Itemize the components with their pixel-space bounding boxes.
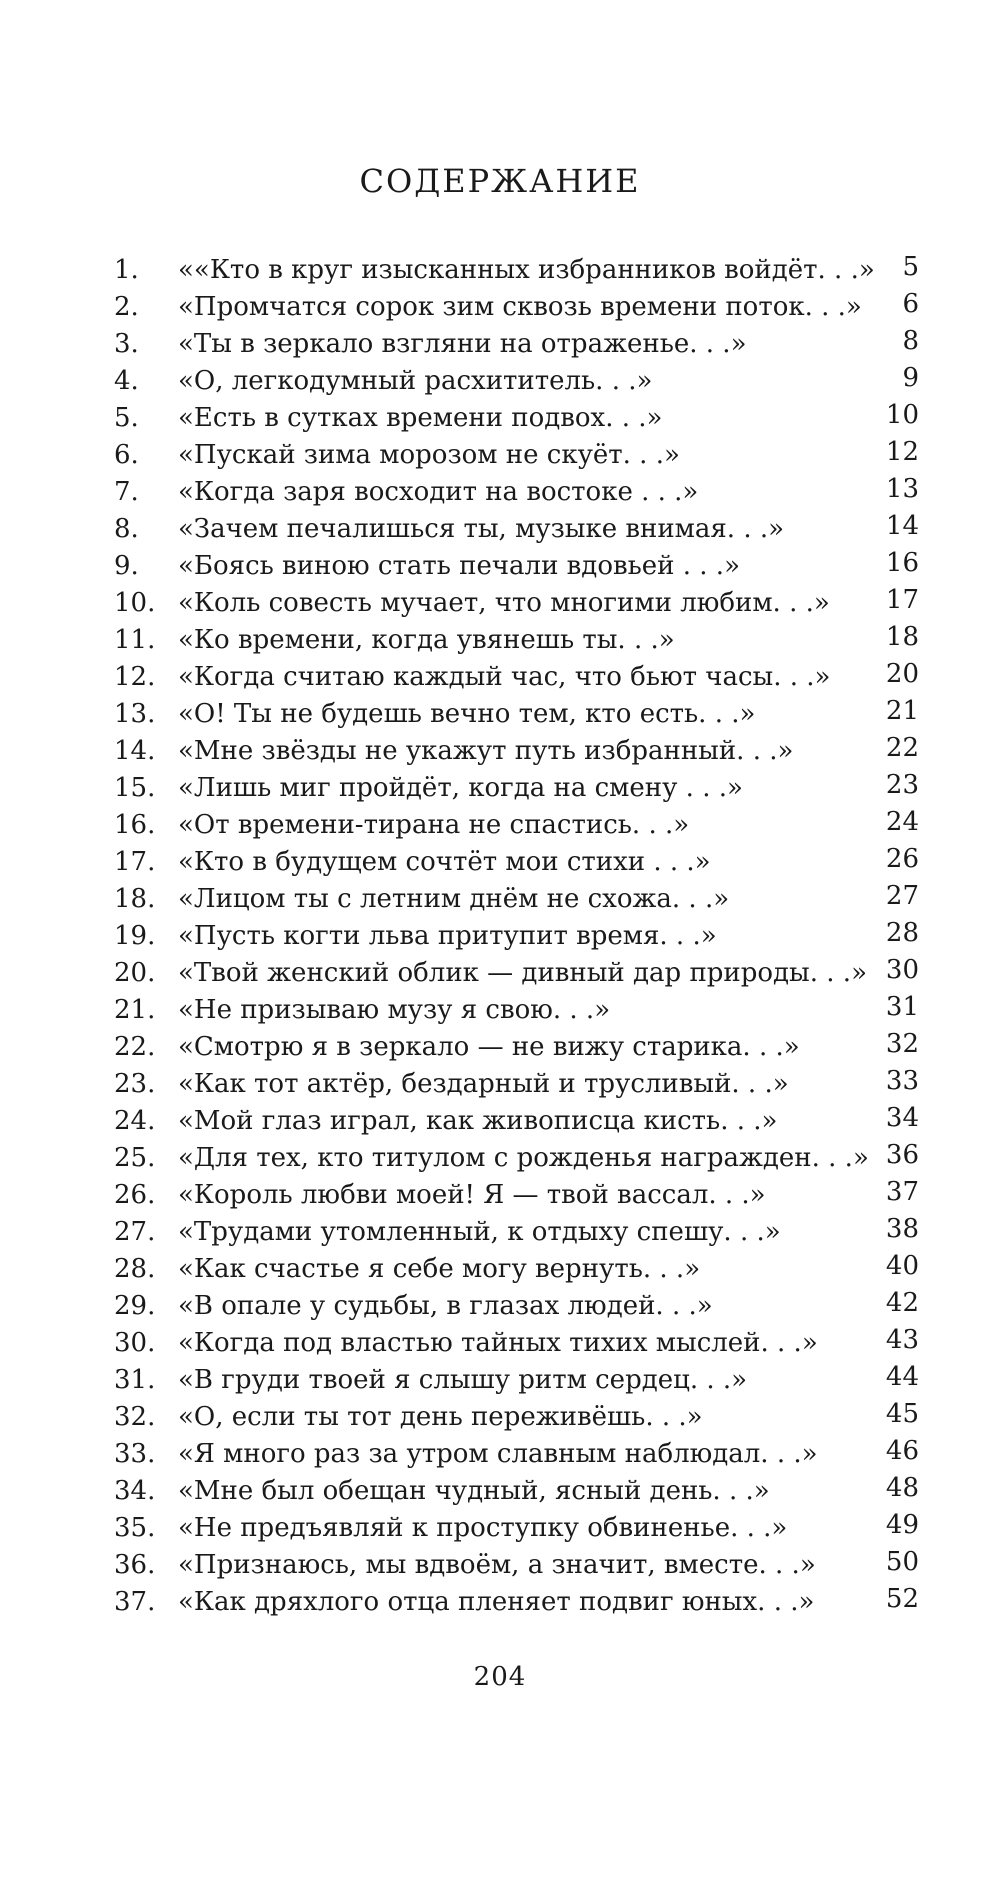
toc-entry-title: «Твой женский облик — дивный дар природы. . .» bbox=[178, 958, 867, 988]
toc-entry bbox=[0, 733, 1000, 770]
toc-entry-title: «От времени-тирана не спастись. . .» bbox=[178, 810, 690, 840]
toc-entry-page: 33 bbox=[885, 1066, 919, 1096]
toc-entry-title: «Лицом ты с летним днём не схожа. . .» bbox=[178, 884, 730, 914]
toc-entry-page: 44 bbox=[885, 1362, 919, 1392]
toc-entry bbox=[0, 585, 1000, 622]
toc-entry-title: «Для тех, кто титулом с рожденья награжден. . .» bbox=[178, 1143, 869, 1173]
toc-entry-title: «Есть в сутках времени подвох. . .» bbox=[178, 403, 663, 433]
toc-entry-page: 14 bbox=[885, 511, 919, 541]
toc-entry-number: 2. bbox=[114, 292, 139, 322]
toc-entry bbox=[0, 474, 1000, 511]
toc-entry bbox=[0, 1436, 1000, 1473]
toc-entry-number: 7. bbox=[114, 477, 139, 507]
toc-entry-page: 45 bbox=[885, 1399, 919, 1429]
toc-entry bbox=[0, 844, 1000, 881]
toc-entry-title: «Ты в зеркало взгляни на отраженье. . .» bbox=[178, 329, 747, 359]
toc-entry-number: 15. bbox=[114, 773, 156, 803]
toc-entry-number: 13. bbox=[114, 699, 156, 729]
toc-entry-title: «В груди твоей я слышу ритм сердец. . .» bbox=[178, 1365, 748, 1395]
toc-entry-title: «Мне звёзды не укажут путь избранный. . .» bbox=[178, 736, 794, 766]
toc-entry-page: 9 bbox=[902, 363, 919, 393]
toc-entry-title: «Ко времени, когда увянешь ты. . .» bbox=[178, 625, 675, 655]
toc-entry-title: «Трудами утомленный, к отдыху спешу. . .» bbox=[178, 1217, 781, 1247]
toc-entry-page: 16 bbox=[885, 548, 919, 578]
toc-entry-page: 40 bbox=[885, 1251, 919, 1281]
toc-entry-title: «Как тот актёр, бездарный и трусливый. . .» bbox=[178, 1069, 789, 1099]
toc-entry bbox=[0, 1140, 1000, 1177]
toc-entry bbox=[0, 918, 1000, 955]
toc-entry bbox=[0, 1251, 1000, 1288]
toc-entry-page: 10 bbox=[885, 400, 919, 430]
toc-entry bbox=[0, 1029, 1000, 1066]
toc-entry-title: «Не призываю музу я свою. . .» bbox=[178, 995, 611, 1025]
toc-entry bbox=[0, 1362, 1000, 1399]
toc-entry-page: 23 bbox=[885, 770, 919, 800]
toc-entry bbox=[0, 1399, 1000, 1436]
toc-entry-number: 8. bbox=[114, 514, 139, 544]
toc-entry-number: 17. bbox=[114, 847, 156, 877]
toc-entry bbox=[0, 1547, 1000, 1584]
toc-entry bbox=[0, 1066, 1000, 1103]
toc-entry-page: 26 bbox=[885, 844, 919, 874]
toc-entry-page: 18 bbox=[885, 622, 919, 652]
toc-entry bbox=[0, 1177, 1000, 1214]
toc-entry-number: 9. bbox=[114, 551, 139, 581]
toc-entry bbox=[0, 659, 1000, 696]
toc-entry bbox=[0, 1103, 1000, 1140]
toc-entry-number: 14. bbox=[114, 736, 156, 766]
toc-entry-title: «Как дряхлого отца пленяет подвиг юных. . .» bbox=[178, 1587, 815, 1617]
toc-entry bbox=[0, 770, 1000, 807]
toc-entry bbox=[0, 363, 1000, 400]
toc-entry-number: 30. bbox=[114, 1328, 156, 1358]
toc-entry-number: 12. bbox=[114, 662, 156, 692]
toc-entry-number: 20. bbox=[114, 958, 156, 988]
toc-entry-number: 5. bbox=[114, 403, 139, 433]
toc-entry-title: «В опале у судьбы, в глазах людей. . .» bbox=[178, 1291, 713, 1321]
toc-entry-page: 20 bbox=[885, 659, 919, 689]
toc-entry-page: 42 bbox=[885, 1288, 919, 1318]
toc-entry-page: 34 bbox=[885, 1103, 919, 1133]
toc-entry-number: 16. bbox=[114, 810, 156, 840]
toc-entry-page: 8 bbox=[902, 326, 919, 356]
toc-entry-number: 22. bbox=[114, 1032, 156, 1062]
toc-entry-title: «Промчатся сорок зим сквозь времени поток. . .» bbox=[178, 292, 862, 322]
toc-entry-page: 43 bbox=[885, 1325, 919, 1355]
toc-entry-page: 38 bbox=[885, 1214, 919, 1244]
toc-entry-title: «Король любви моей! Я — твой вассал. . .» bbox=[178, 1180, 766, 1210]
toc-entry-number: 34. bbox=[114, 1476, 156, 1506]
toc-entry-number: 18. bbox=[114, 884, 156, 914]
toc-entry bbox=[0, 400, 1000, 437]
toc-entry-number: 35. bbox=[114, 1513, 156, 1543]
toc-entry-page: 22 bbox=[885, 733, 919, 763]
toc-entry bbox=[0, 622, 1000, 659]
toc-entry-number: 6. bbox=[114, 440, 139, 470]
toc-entry-page: 31 bbox=[885, 992, 919, 1022]
toc-entry-title: «Смотрю я в зеркало — не вижу старика. . .» bbox=[178, 1032, 800, 1062]
toc-entry-title: «О, легкодумный расхититель. . .» bbox=[178, 366, 653, 396]
toc-entry-title: «Мне был обещан чудный, ясный день. . .» bbox=[178, 1476, 770, 1506]
toc-entry bbox=[0, 992, 1000, 1029]
table-of-contents bbox=[0, 252, 1000, 1621]
toc-entry bbox=[0, 696, 1000, 733]
toc-entry-number: 33. bbox=[114, 1439, 156, 1469]
toc-entry bbox=[0, 289, 1000, 326]
toc-entry bbox=[0, 1325, 1000, 1362]
toc-entry-number: 23. bbox=[114, 1069, 156, 1099]
toc-entry-number: 29. bbox=[114, 1291, 156, 1321]
toc-entry-page: 24 bbox=[885, 807, 919, 837]
toc-entry-number: 19. bbox=[114, 921, 156, 951]
toc-entry bbox=[0, 511, 1000, 548]
toc-entry-page: 12 bbox=[885, 437, 919, 467]
page-title: СОДЕРЖАНИЕ bbox=[359, 162, 641, 200]
toc-entry-number: 21. bbox=[114, 995, 156, 1025]
toc-entry-title: «Лишь миг пройдёт, когда на смену . . .» bbox=[178, 773, 743, 803]
toc-entry-page: 30 bbox=[885, 955, 919, 985]
toc-entry-title: «Коль совесть мучает, что многими любим. . .» bbox=[178, 588, 830, 618]
toc-entry-page: 13 bbox=[885, 474, 919, 504]
toc-entry-title: «Не предъявляй к проступку обвиненье. . .» bbox=[178, 1513, 788, 1543]
page-number: 204 bbox=[473, 1662, 527, 1692]
toc-entry bbox=[0, 1214, 1000, 1251]
toc-entry-title: «Мой глаз играл, как живописца кисть. . .» bbox=[178, 1106, 778, 1136]
toc-entry-number: 36. bbox=[114, 1550, 156, 1580]
toc-entry bbox=[0, 548, 1000, 585]
toc-entry-title: «Зачем печалишься ты, музыке внимая. . .» bbox=[178, 514, 785, 544]
toc-entry-title: «Когда под властью тайных тихих мыслей. . .» bbox=[178, 1328, 818, 1358]
toc-entry-number: 4. bbox=[114, 366, 139, 396]
toc-entry-page: 17 bbox=[885, 585, 919, 615]
toc-entry bbox=[0, 252, 1000, 289]
toc-entry-title: «Когда заря восходит на востоке . . .» bbox=[178, 477, 699, 507]
toc-entry-page: 46 bbox=[885, 1436, 919, 1466]
toc-entry bbox=[0, 1473, 1000, 1510]
toc-entry-page: 28 bbox=[885, 918, 919, 948]
toc-entry-number: 1. bbox=[114, 255, 139, 285]
toc-entry-title: «Как счастье я себе могу вернуть. . .» bbox=[178, 1254, 701, 1284]
toc-entry-page: 5 bbox=[902, 252, 919, 282]
toc-entry-page: 21 bbox=[885, 696, 919, 726]
toc-entry-title: «Я много раз за утром славным наблюдал. . .» bbox=[178, 1439, 818, 1469]
toc-entry-page: 49 bbox=[885, 1510, 919, 1540]
toc-entry-title: «О, если ты тот день переживёшь. . .» bbox=[178, 1402, 703, 1432]
toc-entry bbox=[0, 437, 1000, 474]
toc-entry bbox=[0, 326, 1000, 363]
toc-entry-number: 24. bbox=[114, 1106, 156, 1136]
toc-entry bbox=[0, 1288, 1000, 1325]
toc-entry-number: 3. bbox=[114, 329, 139, 359]
toc-entry-page: 37 bbox=[885, 1177, 919, 1207]
toc-entry-title: ««Кто в круг изысканных избранников войдёт. . .» bbox=[178, 255, 875, 285]
toc-entry-number: 11. bbox=[114, 625, 156, 655]
toc-entry-number: 37. bbox=[114, 1587, 156, 1617]
toc-entry-page: 36 bbox=[885, 1140, 919, 1170]
toc-entry-title: «Пускай зима морозом не скуёт. . .» bbox=[178, 440, 680, 470]
toc-entry-number: 10. bbox=[114, 588, 156, 618]
toc-entry bbox=[0, 881, 1000, 918]
toc-entry bbox=[0, 807, 1000, 844]
toc-entry-page: 52 bbox=[885, 1584, 919, 1614]
toc-entry-number: 28. bbox=[114, 1254, 156, 1284]
toc-entry-title: «О! Ты не будешь вечно тем, кто есть. . .» bbox=[178, 699, 756, 729]
toc-entry-number: 27. bbox=[114, 1217, 156, 1247]
toc-entry-page: 27 bbox=[885, 881, 919, 911]
toc-entry-title: «Пусть когти льва притупит время. . .» bbox=[178, 921, 717, 951]
toc-entry-title: «Кто в будущем сочтёт мои стихи . . .» bbox=[178, 847, 711, 877]
toc-entry-title: «Боясь виною стать печали вдовьей . . .» bbox=[178, 551, 740, 581]
toc-entry-number: 31. bbox=[114, 1365, 156, 1395]
toc-entry-page: 6 bbox=[902, 289, 919, 319]
toc-entry-page: 32 bbox=[885, 1029, 919, 1059]
toc-entry-number: 25. bbox=[114, 1143, 156, 1173]
toc-entry-number: 32. bbox=[114, 1402, 156, 1432]
toc-entry-title: «Признаюсь, мы вдвоём, а значит, вместе. . .» bbox=[178, 1550, 816, 1580]
toc-entry-number: 26. bbox=[114, 1180, 156, 1210]
toc-entry bbox=[0, 955, 1000, 992]
toc-entry-title: «Когда считаю каждый час, что бьют часы. . .» bbox=[178, 662, 831, 692]
toc-entry-page: 48 bbox=[885, 1473, 919, 1503]
toc-entry bbox=[0, 1584, 1000, 1621]
toc-entry-page: 50 bbox=[885, 1547, 919, 1577]
toc-entry bbox=[0, 1510, 1000, 1547]
